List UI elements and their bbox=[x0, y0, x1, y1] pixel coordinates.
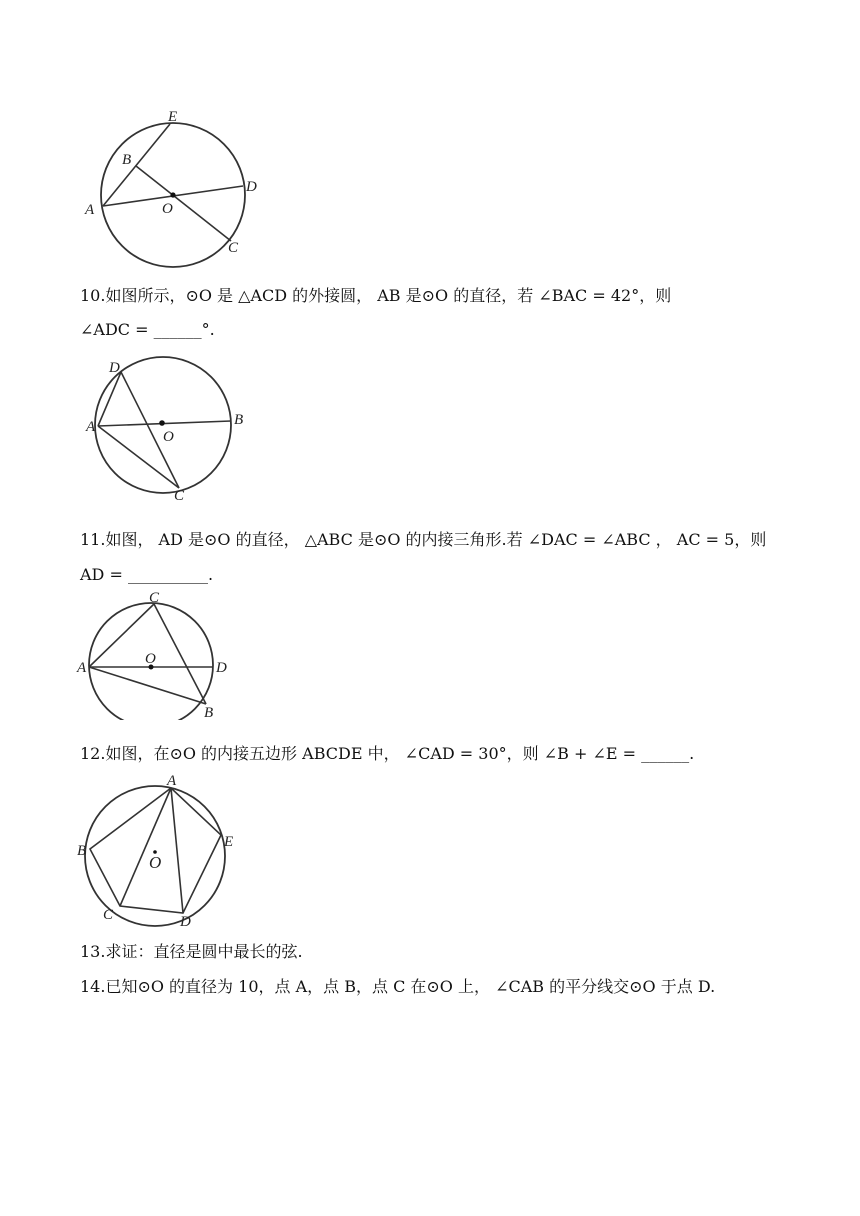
question-14: 14.已知⊙O 的直径为 10，点 A，点 B，点 C 在⊙O 上， ∠CAB 的平分线交⊙O 于点 D. bbox=[80, 977, 716, 996]
label-c: C bbox=[228, 240, 239, 256]
question-11-line-2: AD = __________. bbox=[80, 565, 214, 584]
label-o: O bbox=[149, 853, 162, 872]
center-dot bbox=[159, 420, 165, 426]
label-d: D bbox=[180, 914, 191, 930]
label-c: C bbox=[103, 907, 114, 923]
label-b: B bbox=[204, 705, 214, 720]
question-10-line-1: 10.如图所示，⊙O 是 △ACD 的外接圆， AB 是⊙O 的直径，若 ∠BAC = 42°，则 bbox=[80, 286, 672, 305]
segment-cb bbox=[154, 604, 206, 704]
label-c: C bbox=[149, 590, 160, 606]
question-10-line-2: ∠ADC = ______°. bbox=[80, 320, 215, 339]
label-c: C bbox=[174, 488, 185, 504]
segment-ae bbox=[103, 124, 170, 206]
figure-q12 bbox=[75, 772, 245, 932]
segment-ad bbox=[98, 372, 121, 426]
center-dot bbox=[170, 192, 175, 197]
segment-bc bbox=[136, 166, 231, 241]
label-a: A bbox=[85, 202, 95, 218]
segment-ac bbox=[120, 788, 171, 906]
segment-ad bbox=[171, 788, 183, 913]
label-o: O bbox=[162, 201, 173, 217]
label-d: D bbox=[109, 360, 120, 376]
label-b: B bbox=[122, 152, 132, 168]
label-b: B bbox=[234, 412, 244, 428]
figure-q10 bbox=[85, 355, 255, 505]
label-a: A bbox=[167, 773, 177, 789]
label-e: E bbox=[168, 109, 178, 125]
label-e: E bbox=[224, 834, 234, 850]
label-d: D bbox=[246, 179, 257, 195]
label-b: B bbox=[77, 843, 87, 859]
label-o: O bbox=[145, 651, 156, 667]
question-11-line-1: 11.如图， AD 是⊙O 的直径， △ABC 是⊙O 的内接三角形.若 ∠DAC = ∠ABC ， AC = 5，则 bbox=[80, 530, 767, 549]
figure-q9 bbox=[78, 100, 278, 275]
label-o: O bbox=[163, 429, 174, 445]
segment-ab bbox=[89, 667, 206, 704]
question-13: 13.求证：直径是圆中最长的弦. bbox=[80, 942, 303, 961]
label-a: A bbox=[77, 660, 87, 676]
question-12-line-1: 12.如图，在⊙O 的内接五边形 ABCDE 中， ∠CAD = 30°，则 ∠B + ∠E = ______. bbox=[80, 744, 695, 763]
figure-q11 bbox=[75, 590, 240, 720]
label-a: A bbox=[86, 419, 96, 435]
label-d: D bbox=[216, 660, 227, 676]
